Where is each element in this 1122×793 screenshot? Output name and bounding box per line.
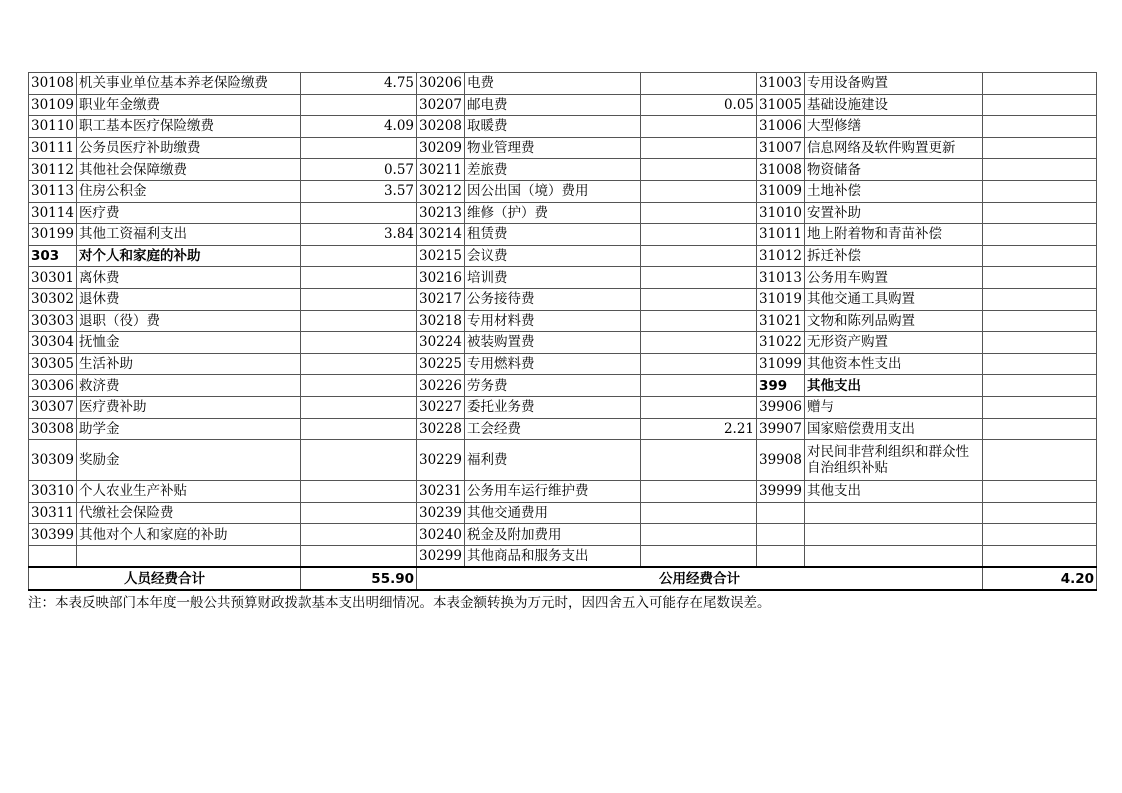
- capital-amount-cell: [983, 180, 1097, 202]
- goods-services-code-cell: 30240: [417, 524, 465, 546]
- capital-amount-cell: [983, 137, 1097, 159]
- personnel-name-cell: 抚恤金: [77, 332, 301, 354]
- personnel-code-cell: 30199: [29, 224, 77, 246]
- goods-services-code-cell: 30229: [417, 440, 465, 481]
- capital-name-cell: [805, 545, 983, 567]
- table-row: [29, 288, 1097, 310]
- personnel-total-value: 55.90: [301, 567, 417, 590]
- personnel-code-cell: 30308: [29, 418, 77, 440]
- personnel-name-cell: 机关事业单位基本养老保险缴费: [77, 73, 301, 95]
- goods-services-name-cell: 其他交通费用: [465, 502, 641, 524]
- goods-services-name-cell: 被装购置费: [465, 332, 641, 354]
- personnel-name-cell: 生活补助: [77, 353, 301, 375]
- personnel-name-cell: 其他对个人和家庭的补助: [77, 524, 301, 546]
- goods-services-name-cell: 税金及附加费用: [465, 524, 641, 546]
- capital-amount-cell: [983, 116, 1097, 138]
- public-total-label: 公用经费合计: [417, 567, 983, 590]
- goods-services-name-cell: 会议费: [465, 245, 641, 267]
- personnel-amount-cell: [301, 310, 417, 332]
- table-row: [29, 440, 1097, 481]
- goods-services-code-cell: 30225: [417, 353, 465, 375]
- capital-code-cell: 39908: [757, 440, 805, 481]
- capital-name-cell: 土地补偿: [805, 180, 983, 202]
- goods-services-code-cell: 30218: [417, 310, 465, 332]
- capital-code-cell: 31011: [757, 224, 805, 246]
- personnel-code-cell: 30310: [29, 481, 77, 503]
- goods-services-code-cell: 30231: [417, 481, 465, 503]
- goods-services-name-cell: 电费: [465, 73, 641, 95]
- capital-code-cell: 31005: [757, 94, 805, 116]
- capital-code-cell: [757, 524, 805, 546]
- goods-services-name-cell: 因公出国（境）费用: [465, 180, 641, 202]
- expenditure-detail-table: [28, 72, 1097, 591]
- personnel-amount-cell: [301, 202, 417, 224]
- personnel-code-cell: 30311: [29, 502, 77, 524]
- personnel-amount-cell: [301, 137, 417, 159]
- goods-services-amount-cell: [641, 545, 757, 567]
- capital-code-cell: 39906: [757, 396, 805, 418]
- table-row: [29, 524, 1097, 546]
- goods-services-amount-cell: [641, 116, 757, 138]
- capital-code-cell: 31019: [757, 288, 805, 310]
- personnel-amount-cell: [301, 288, 417, 310]
- table-row: [29, 310, 1097, 332]
- goods-services-name-cell: 委托业务费: [465, 396, 641, 418]
- personnel-name-cell: 退职（役）费: [77, 310, 301, 332]
- capital-name-cell: 大型修缮: [805, 116, 983, 138]
- personnel-code-cell: 30309: [29, 440, 77, 481]
- personnel-amount-cell: [301, 440, 417, 481]
- personnel-code-cell: 30112: [29, 159, 77, 181]
- personnel-name-cell: 对个人和家庭的补助: [77, 245, 301, 267]
- capital-name-cell: 其他支出: [805, 375, 983, 397]
- capital-name-cell: 对民间非营利组织和群众性自治组织补贴: [805, 440, 983, 481]
- capital-code-cell: [757, 502, 805, 524]
- goods-services-amount-cell: [641, 73, 757, 95]
- personnel-code-cell: 30399: [29, 524, 77, 546]
- capital-amount-cell: [983, 245, 1097, 267]
- capital-name-cell: 国家赔偿费用支出: [805, 418, 983, 440]
- capital-name-cell: 公务用车购置: [805, 267, 983, 289]
- table-row: [29, 375, 1097, 397]
- capital-name-cell: 赠与: [805, 396, 983, 418]
- goods-services-name-cell: 物业管理费: [465, 137, 641, 159]
- goods-services-amount-cell: [641, 375, 757, 397]
- goods-services-code-cell: 30207: [417, 94, 465, 116]
- personnel-code-cell: 30110: [29, 116, 77, 138]
- personnel-amount-cell: [301, 267, 417, 289]
- capital-amount-cell: [983, 224, 1097, 246]
- personnel-name-cell: 住房公积金: [77, 180, 301, 202]
- personnel-amount-cell: [301, 245, 417, 267]
- personnel-name-cell: 职业年金缴费: [77, 94, 301, 116]
- goods-services-name-cell: 福利费: [465, 440, 641, 481]
- capital-name-cell: 基础设施建设: [805, 94, 983, 116]
- personnel-amount-cell: 3.57: [301, 180, 417, 202]
- personnel-name-cell: 其他社会保障缴费: [77, 159, 301, 181]
- goods-services-amount-cell: [641, 481, 757, 503]
- personnel-name-cell: 职工基本医疗保险缴费: [77, 116, 301, 138]
- table-row: [29, 73, 1097, 95]
- table-row: [29, 116, 1097, 138]
- capital-name-cell: 地上附着物和青苗补偿: [805, 224, 983, 246]
- capital-amount-cell: [983, 545, 1097, 567]
- capital-name-cell: 安置补助: [805, 202, 983, 224]
- goods-services-name-cell: 邮电费: [465, 94, 641, 116]
- personnel-code-cell: 30113: [29, 180, 77, 202]
- personnel-code-cell: 30111: [29, 137, 77, 159]
- capital-code-cell: 31009: [757, 180, 805, 202]
- goods-services-name-cell: 工会经费: [465, 418, 641, 440]
- capital-amount-cell: [983, 440, 1097, 481]
- personnel-name-cell: 退休费: [77, 288, 301, 310]
- goods-services-code-cell: 30206: [417, 73, 465, 95]
- personnel-name-cell: 救济费: [77, 375, 301, 397]
- capital-name-cell: 专用设备购置: [805, 73, 983, 95]
- personnel-amount-cell: [301, 353, 417, 375]
- table-row: [29, 332, 1097, 354]
- capital-code-cell: 39907: [757, 418, 805, 440]
- capital-code-cell: 31021: [757, 310, 805, 332]
- capital-amount-cell: [983, 267, 1097, 289]
- capital-amount-cell: [983, 288, 1097, 310]
- goods-services-amount-cell: [641, 353, 757, 375]
- capital-amount-cell: [983, 418, 1097, 440]
- goods-services-amount-cell: [641, 396, 757, 418]
- public-total-value: 4.20: [983, 567, 1097, 590]
- goods-services-amount-cell: [641, 245, 757, 267]
- goods-services-amount-cell: 0.05: [641, 94, 757, 116]
- personnel-name-cell: [77, 545, 301, 567]
- goods-services-amount-cell: [641, 224, 757, 246]
- personnel-name-cell: 代缴社会保险费: [77, 502, 301, 524]
- capital-name-cell: 无形资产购置: [805, 332, 983, 354]
- personnel-amount-cell: [301, 481, 417, 503]
- capital-code-cell: 31013: [757, 267, 805, 289]
- capital-code-cell: 39999: [757, 481, 805, 503]
- goods-services-code-cell: 30211: [417, 159, 465, 181]
- capital-amount-cell: [983, 159, 1097, 181]
- table-row: [29, 137, 1097, 159]
- goods-services-amount-cell: [641, 288, 757, 310]
- personnel-code-cell: 30114: [29, 202, 77, 224]
- table-row: [29, 396, 1097, 418]
- capital-amount-cell: [983, 481, 1097, 503]
- capital-name-cell: 信息网络及软件购置更新: [805, 137, 983, 159]
- goods-services-code-cell: 30299: [417, 545, 465, 567]
- goods-services-code-cell: 30216: [417, 267, 465, 289]
- personnel-code-cell: 30301: [29, 267, 77, 289]
- personnel-code-cell: 30108: [29, 73, 77, 95]
- personnel-name-cell: 离休费: [77, 267, 301, 289]
- capital-amount-cell: [983, 353, 1097, 375]
- table-row: [29, 245, 1097, 267]
- capital-code-cell: 31003: [757, 73, 805, 95]
- personnel-code-cell: 30307: [29, 396, 77, 418]
- capital-code-cell: 31022: [757, 332, 805, 354]
- capital-amount-cell: [983, 502, 1097, 524]
- footnote: 注：本表反映部门本年度一般公共预算财政拨款基本支出明细情况。本表金额转换为万元时，因四舍五入可能存在尾数误差。: [28, 595, 771, 611]
- personnel-name-cell: 个人农业生产补贴: [77, 481, 301, 503]
- personnel-total-label: 人员经费合计: [29, 567, 301, 590]
- goods-services-amount-cell: [641, 159, 757, 181]
- capital-name-cell: 文物和陈列品购置: [805, 310, 983, 332]
- capital-code-cell: 399: [757, 375, 805, 397]
- table-row: [29, 224, 1097, 246]
- personnel-code-cell: 30305: [29, 353, 77, 375]
- personnel-name-cell: 奖励金: [77, 440, 301, 481]
- capital-code-cell: 31006: [757, 116, 805, 138]
- goods-services-name-cell: 劳务费: [465, 375, 641, 397]
- capital-code-cell: 31099: [757, 353, 805, 375]
- table-row: [29, 502, 1097, 524]
- personnel-amount-cell: 4.75: [301, 73, 417, 95]
- personnel-amount-cell: [301, 524, 417, 546]
- goods-services-name-cell: 培训费: [465, 267, 641, 289]
- personnel-code-cell: 30306: [29, 375, 77, 397]
- personnel-name-cell: 公务员医疗补助缴费: [77, 137, 301, 159]
- goods-services-amount-cell: [641, 310, 757, 332]
- goods-services-amount-cell: [641, 332, 757, 354]
- capital-name-cell: 其他支出: [805, 481, 983, 503]
- capital-amount-cell: [983, 524, 1097, 546]
- goods-services-code-cell: 30215: [417, 245, 465, 267]
- personnel-amount-cell: [301, 545, 417, 567]
- personnel-amount-cell: [301, 418, 417, 440]
- capital-name-cell: [805, 524, 983, 546]
- capital-name-cell: 其他交通工具购置: [805, 288, 983, 310]
- goods-services-code-cell: 30239: [417, 502, 465, 524]
- goods-services-code-cell: 30226: [417, 375, 465, 397]
- capital-name-cell: 物资储备: [805, 159, 983, 181]
- personnel-amount-cell: [301, 375, 417, 397]
- personnel-amount-cell: [301, 396, 417, 418]
- goods-services-amount-cell: [641, 137, 757, 159]
- capital-amount-cell: [983, 310, 1097, 332]
- personnel-amount-cell: [301, 502, 417, 524]
- goods-services-code-cell: 30224: [417, 332, 465, 354]
- personnel-amount-cell: 3.84: [301, 224, 417, 246]
- personnel-code-cell: [29, 545, 77, 567]
- table-row: [29, 159, 1097, 181]
- totals-row: [29, 567, 1097, 590]
- goods-services-code-cell: 30227: [417, 396, 465, 418]
- goods-services-code-cell: 30209: [417, 137, 465, 159]
- goods-services-amount-cell: [641, 502, 757, 524]
- goods-services-name-cell: 公务接待费: [465, 288, 641, 310]
- capital-amount-cell: [983, 396, 1097, 418]
- goods-services-code-cell: 30228: [417, 418, 465, 440]
- personnel-code-cell: 303: [29, 245, 77, 267]
- capital-amount-cell: [983, 332, 1097, 354]
- capital-amount-cell: [983, 73, 1097, 95]
- goods-services-amount-cell: 2.21: [641, 418, 757, 440]
- capital-name-cell: [805, 502, 983, 524]
- table-row: [29, 202, 1097, 224]
- capital-name-cell: 其他资本性支出: [805, 353, 983, 375]
- goods-services-amount-cell: [641, 180, 757, 202]
- personnel-code-cell: 30304: [29, 332, 77, 354]
- table-row: [29, 481, 1097, 503]
- personnel-amount-cell: [301, 94, 417, 116]
- goods-services-name-cell: 取暖费: [465, 116, 641, 138]
- capital-name-cell: 拆迁补偿: [805, 245, 983, 267]
- personnel-name-cell: 医疗费补助: [77, 396, 301, 418]
- goods-services-name-cell: 租赁费: [465, 224, 641, 246]
- capital-code-cell: 31008: [757, 159, 805, 181]
- goods-services-amount-cell: [641, 202, 757, 224]
- table-body: [29, 73, 1097, 568]
- goods-services-amount-cell: [641, 267, 757, 289]
- capital-code-cell: 31010: [757, 202, 805, 224]
- goods-services-code-cell: 30214: [417, 224, 465, 246]
- goods-services-amount-cell: [641, 440, 757, 481]
- table-row: [29, 545, 1097, 567]
- capital-amount-cell: [983, 94, 1097, 116]
- goods-services-name-cell: 维修（护）费: [465, 202, 641, 224]
- goods-services-name-cell: 差旅费: [465, 159, 641, 181]
- personnel-code-cell: 30302: [29, 288, 77, 310]
- table-row: [29, 353, 1097, 375]
- goods-services-code-cell: 30213: [417, 202, 465, 224]
- personnel-name-cell: 助学金: [77, 418, 301, 440]
- table-row: [29, 418, 1097, 440]
- goods-services-code-cell: 30217: [417, 288, 465, 310]
- personnel-code-cell: 30109: [29, 94, 77, 116]
- goods-services-name-cell: 公务用车运行维护费: [465, 481, 641, 503]
- capital-code-cell: 31007: [757, 137, 805, 159]
- personnel-amount-cell: 0.57: [301, 159, 417, 181]
- goods-services-code-cell: 30208: [417, 116, 465, 138]
- table-row: [29, 94, 1097, 116]
- capital-amount-cell: [983, 202, 1097, 224]
- goods-services-code-cell: 30212: [417, 180, 465, 202]
- capital-code-cell: 31012: [757, 245, 805, 267]
- goods-services-name-cell: 专用材料费: [465, 310, 641, 332]
- table-row: [29, 180, 1097, 202]
- personnel-code-cell: 30303: [29, 310, 77, 332]
- personnel-name-cell: 其他工资福利支出: [77, 224, 301, 246]
- goods-services-name-cell: 其他商品和服务支出: [465, 545, 641, 567]
- capital-code-cell: [757, 545, 805, 567]
- personnel-amount-cell: [301, 332, 417, 354]
- personnel-amount-cell: 4.09: [301, 116, 417, 138]
- goods-services-amount-cell: [641, 524, 757, 546]
- personnel-name-cell: 医疗费: [77, 202, 301, 224]
- capital-amount-cell: [983, 375, 1097, 397]
- table-row: [29, 267, 1097, 289]
- goods-services-name-cell: 专用燃料费: [465, 353, 641, 375]
